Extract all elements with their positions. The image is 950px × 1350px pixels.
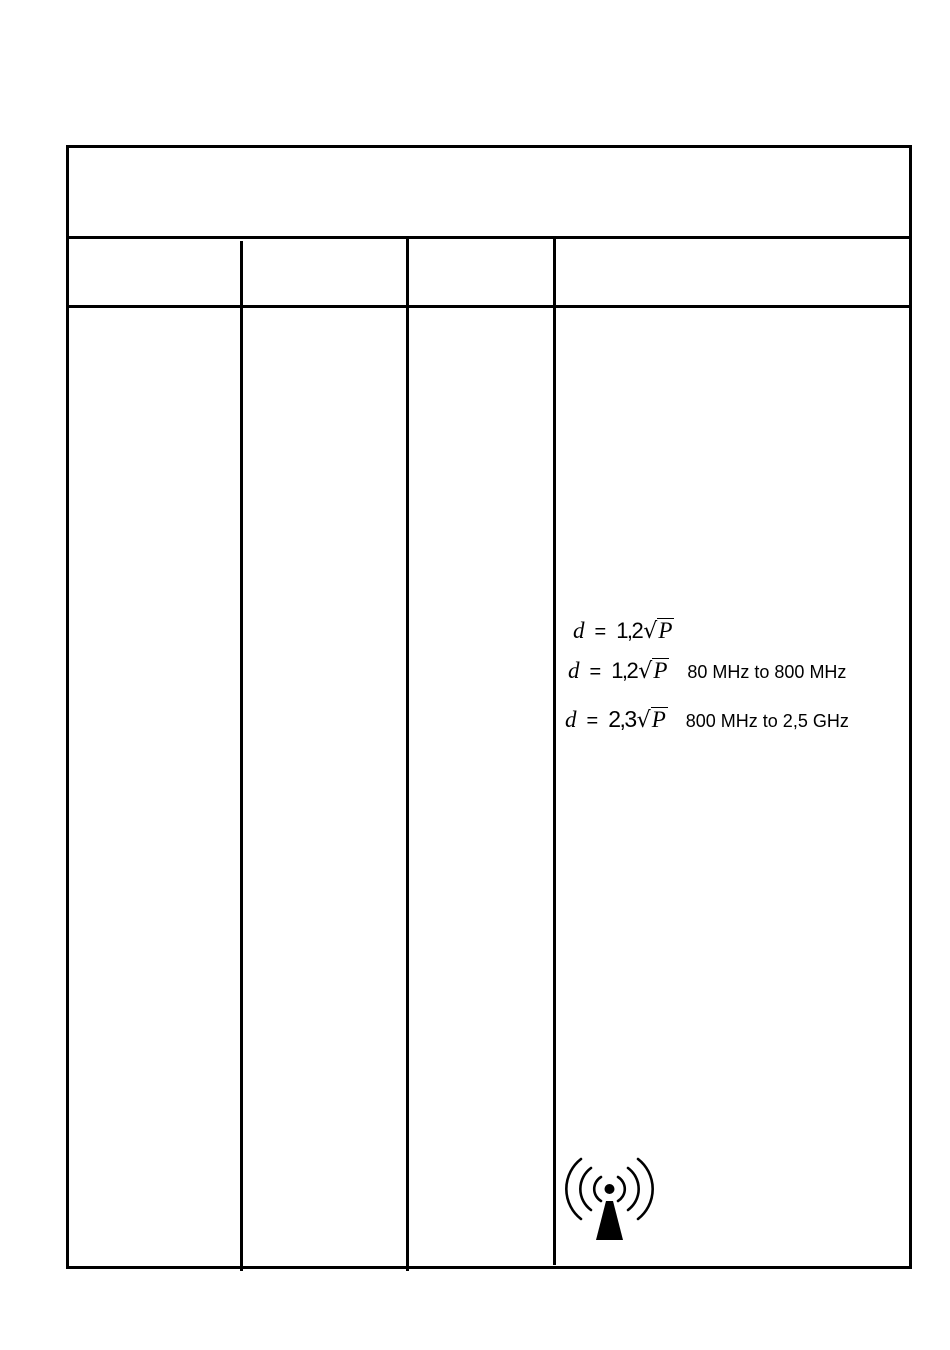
column-divider-2: [406, 239, 409, 1271]
square-root: [637, 658, 669, 684]
formula-coefficient: 1,2: [611, 658, 638, 683]
formula-radicand: P: [653, 658, 668, 683]
frequency-range: 80 MHz to 800 MHz: [687, 662, 847, 682]
formula-equals: =: [589, 661, 602, 683]
square-root: [642, 618, 674, 644]
column-divider-3: [553, 239, 556, 1265]
separation-distance-formula-1: [573, 618, 674, 644]
frequency-range: 800 MHz to 2,5 GHz: [685, 711, 849, 731]
separation-distance-formula-3: [565, 706, 849, 733]
formula-equals: =: [586, 710, 599, 732]
title-row-divider: [69, 236, 909, 239]
formula-coefficient: 1,2: [616, 618, 643, 643]
formula-variable: d: [568, 658, 580, 683]
square-root: [636, 707, 668, 733]
radical-sign-icon: √: [643, 619, 658, 644]
header-row-divider: [69, 305, 909, 308]
column-divider-1: [240, 241, 243, 1271]
formula-equals: =: [594, 621, 607, 643]
formula-variable: d: [565, 707, 577, 732]
radical-sign-icon: √: [636, 708, 651, 733]
non-ionizing-radiation-icon: [563, 1155, 655, 1241]
formula-variable: d: [573, 618, 585, 643]
formula-coefficient: 2,3: [608, 706, 636, 732]
formula-radicand: P: [658, 618, 673, 643]
radical-sign-icon: √: [638, 659, 653, 684]
formula-radicand: P: [651, 707, 666, 732]
separation-distance-formula-2: [568, 658, 846, 684]
